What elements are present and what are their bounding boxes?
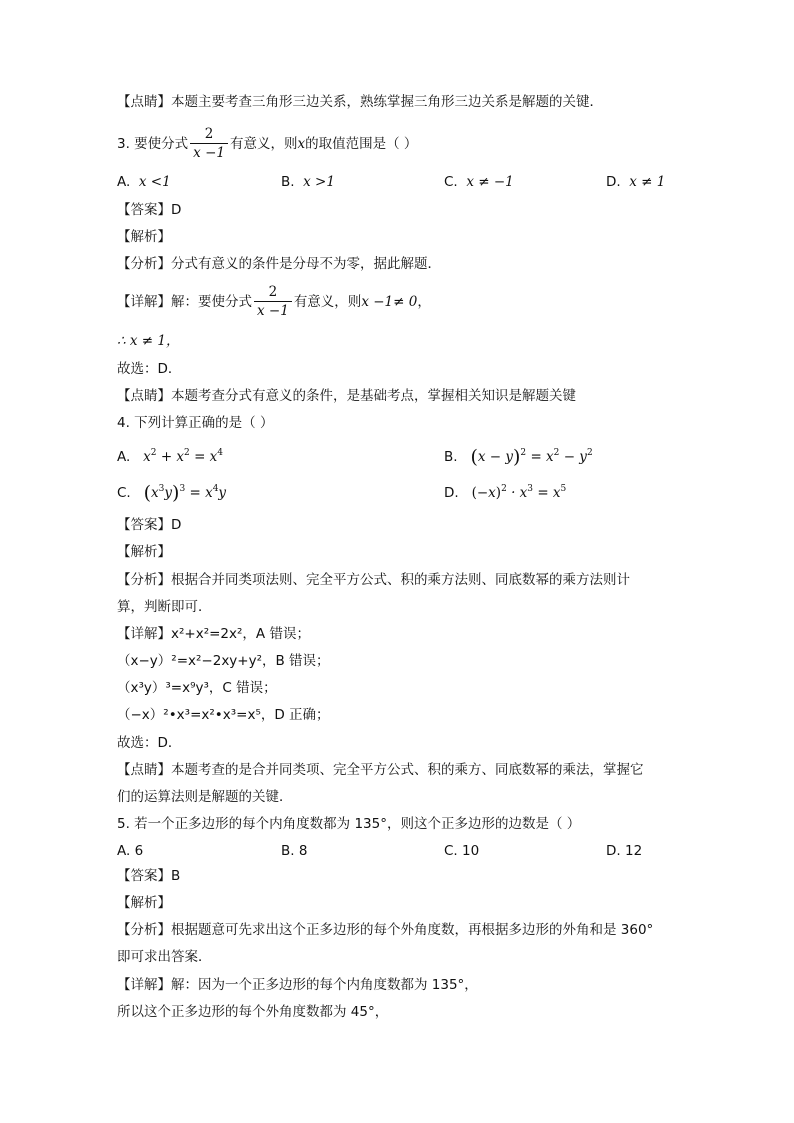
q3-option-c-label: C. [444, 174, 458, 190]
q5-fenxi-line2: 即可求出答案． [117, 949, 212, 965]
q4-detail-line4: （−x）²•x³=x²•x³=x⁵，D 正确； [117, 707, 330, 723]
q3-frac-den: x −1 [190, 143, 228, 162]
q3-prefix: 3. 要使分式 [117, 136, 189, 152]
q3-option-a-text: x <1 [138, 174, 171, 190]
q5-option-d: D. 12 [606, 843, 643, 859]
q4-option-b-expr: $(x - y)^2 = x^2 - y^2$ [470, 446, 593, 468]
q4-dianjing-line1: 【点睛】本题考查的是合并同类项、完全平方公式、积的乘方、同底数幂的乘法，掌握它 [117, 762, 644, 778]
q4-detail-text1: x²+x²=2x²，A 错误； [171, 626, 310, 642]
q3-option-d-label: D. [606, 174, 621, 190]
q3-option-d-text: x ≠ 1 [629, 174, 666, 190]
q5-option-c: C. 10 [444, 843, 480, 859]
q3-detail-frac-num: 2 [268, 284, 278, 300]
q5-detail-line2: 所以这个正多边形的每个外角度数都为 45°， [117, 1004, 389, 1020]
q3-detail-mid: 有意义，则 [293, 294, 362, 310]
q3-fenxi: 【分析】分式有意义的条件是分母不为零，据此解题． [117, 256, 441, 272]
q4-stem: 4. 下列计算正确的是（ ） [117, 415, 274, 431]
q3-option-b-label: B. [281, 174, 295, 190]
q5-fenxi-line1: 【分析】根据题意可先求出这个正多边形的每个外角度数，再根据多边形的外角和是 360° [117, 922, 654, 938]
q3-detail-end: ， [417, 294, 431, 310]
q5-detail-line1: 【详解】解：因为一个正多边形的每个内角度数都为 135°， [117, 977, 478, 993]
q4-option-a [117, 447, 223, 467]
q5-analysis-heading: 【解析】 [117, 895, 171, 911]
q4-option-d-expr: $(-x)^2 \cdot x^3 = x^5$ [471, 484, 567, 501]
q4-answer: 【答案】D [117, 517, 182, 533]
q3-analysis-heading: 【解析】 [117, 229, 171, 245]
q4-choose: 故选：D． [117, 735, 182, 751]
q5-stem: 5. 若一个正多边形的每个内角度数都为 135°，则这个正多边形的边数是（ ） [117, 816, 581, 832]
q5-answer: 【答案】B [117, 868, 181, 884]
q3-option-b [281, 172, 335, 192]
q3-detail-cond: x −1≠ 0 [361, 294, 418, 310]
q3-choose: 故选：D． [117, 361, 182, 377]
q3-option-c-text: x ≠ −1 [466, 174, 514, 190]
q5-option-a: A. 6 [117, 843, 144, 859]
q5-option-b: B. 8 [281, 843, 308, 859]
q4-option-c-label: C. [117, 485, 131, 501]
q4-option-b-label: B. [444, 449, 458, 465]
q3-option-b-text: x >1 [303, 174, 335, 190]
q4-option-b [444, 447, 593, 467]
q3-var: x [297, 136, 306, 152]
q4-detail-label: 【详解】 [117, 626, 171, 642]
q4-option-a-expr: $x^2 + x^2 = x^4$ [143, 448, 224, 465]
q3-option-a-label: A. [117, 174, 131, 190]
q4-option-a-label: A. [117, 449, 131, 465]
q3-option-c [444, 172, 514, 192]
q4-detail-line2: （x−y）²=x²−2xy+y²，B 错误； [117, 653, 330, 669]
q3-detail-frac-den: x −1 [254, 301, 292, 320]
q3-frac-num: 2 [204, 126, 214, 142]
q3-dianjing: 【点睛】本题考查分式有意义的条件，是基础考点，掌握相关知识是解题关键 [117, 388, 576, 404]
q3-fraction [190, 126, 228, 162]
q4-fenxi-line2: 算，判断即可． [117, 599, 212, 615]
q4-fenxi-line1: 【分析】根据合并同类项法则、完全平方公式、积的乘方法则、同底数幂的乘方法则计 [117, 572, 630, 588]
q4-option-c-expr: $(x^3y)^3 = x^4y$ [143, 482, 227, 504]
q4-detail-line3: （x³y）³=x⁹y³，C 错误； [117, 680, 277, 696]
q3-detail-fraction [254, 284, 292, 320]
q3-detail [117, 284, 431, 320]
q4-detail-line1 [117, 624, 310, 644]
q4-dianjing-line2: 们的运算法则是解题的关键． [117, 789, 293, 805]
q3-option-d [606, 172, 665, 192]
q3-suffix-a: 有意义，则 [229, 136, 298, 152]
q3-suffix-b: 的取值范围是（ ） [305, 136, 418, 152]
q3-detail-prefix: 【详解】解：要使分式 [117, 294, 252, 310]
q3-answer: 【答案】D [117, 202, 182, 218]
q3-therefore: ∴ x ≠ 1， [117, 333, 180, 349]
q4-option-d [444, 483, 566, 503]
q4-analysis-heading: 【解析】 [117, 544, 171, 560]
q2-dianjing: 【点睛】本题主要考查三角形三边关系，熟练掌握三角形三边关系是解题的关键． [117, 94, 603, 110]
q4-option-d-label: D. [444, 485, 459, 501]
q3-option-a [117, 172, 171, 192]
q3-stem [117, 126, 417, 162]
q4-option-c [117, 483, 226, 503]
